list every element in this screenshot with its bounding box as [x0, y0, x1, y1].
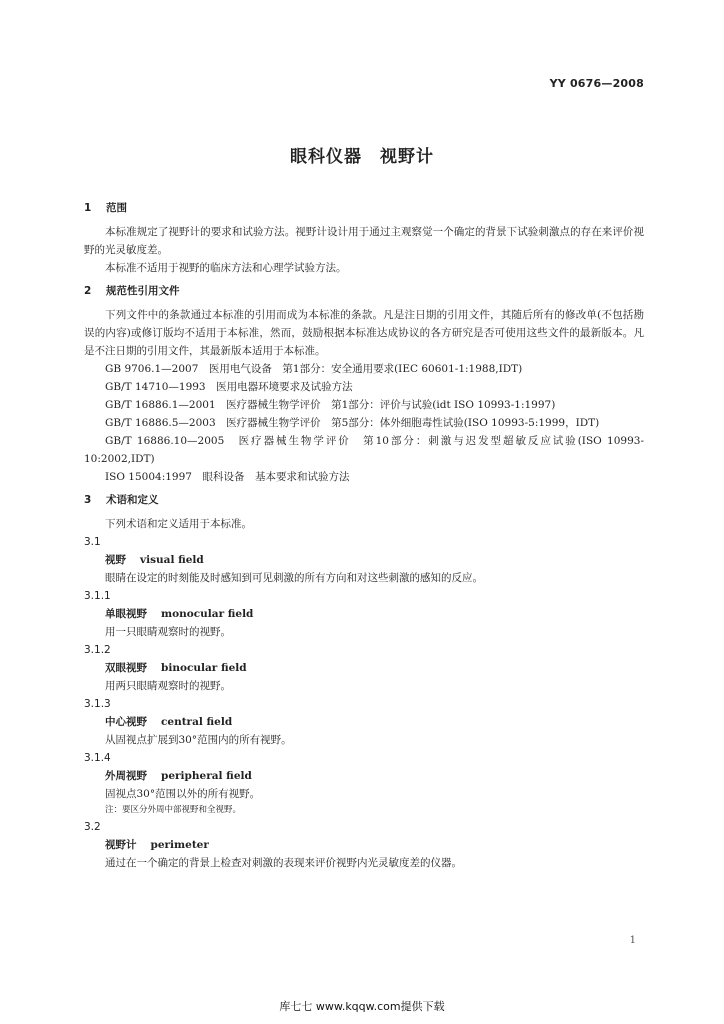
term-title: [84, 605, 644, 623]
section-title: 术语和定义: [106, 494, 159, 506]
term-en: perimeter: [150, 839, 209, 851]
clause-number: 3.1.3: [84, 698, 111, 710]
paragraph: 下列文件中的条款通过本标准的引用而成为本标准的条款。凡是注日期的引用文件，其随后所有的修改单(不包括勘误的内容)或修订版均不适用于本标准，然而，鼓励根据本标准达成协议的各方研究是否可使用这些文件的最新版本。凡是不注日期的引用文件，其最新版本适用于本标准。: [84, 309, 644, 357]
term-entry: [84, 749, 644, 818]
term-zh: 双眼视野: [105, 662, 147, 674]
section-2-heading: [84, 283, 644, 299]
term-title: [84, 551, 644, 569]
paragraph: 本标准规定了视野计的要求和试验方法。视野计设计用于通过主观察觉一个确定的背景下试验刺激点的存在来评价视野的光灵敏度差。: [84, 226, 644, 256]
reference-item: GB/T 16886.1—2001 医疗器械生物学评价 第1部分：评价与试验(idt ISO 10993-1:1997): [105, 399, 556, 411]
section-number: 2: [84, 285, 92, 297]
reference-item: GB 9706.1—2007 医用电气设备 第1部分：安全通用要求(IEC 60601-1:1988,IDT): [105, 363, 523, 375]
term-title: [84, 713, 644, 731]
page-number: 1: [629, 935, 636, 946]
section-3-heading: [84, 492, 644, 508]
term-zh: 视野计: [105, 839, 137, 851]
download-footer: 库七七 www.kqqw.com提供下载: [279, 1000, 445, 1013]
term-definition: 眼睛在设定的时刻能及时感知到可见刺激的所有方向和对这些刺激的感知的反应。: [105, 572, 483, 584]
term-title: [84, 767, 644, 785]
reference-item: GB/T 16886.10—2005 医疗器械生物学评价 第10部分：刺激与迟发型超敏反应试验(ISO 10993-10:2002,IDT): [84, 435, 644, 465]
term-en: binocular field: [161, 662, 247, 674]
term-definition: 固视点30°范围以外的所有视野。: [105, 788, 261, 800]
term-zh: 单眼视野: [105, 608, 147, 620]
term-definition: 用一只眼睛观察时的视野。: [105, 626, 231, 638]
term-title: [84, 836, 644, 854]
term-zh: 视野: [105, 554, 126, 566]
clause-number: 3.2: [84, 821, 101, 833]
clause-number: 3.1.1: [84, 590, 111, 602]
term-zh: 外周视野: [105, 770, 147, 782]
section-number: 3: [84, 494, 92, 506]
reference-item: GB/T 14710—1993 医用电器环境要求及试验方法: [105, 381, 353, 393]
term-definition: 用两只眼睛观察时的视野。: [105, 680, 231, 692]
reference-item: ISO 15004:1997 眼科设备 基本要求和试验方法: [105, 471, 350, 483]
section-1-heading: [84, 200, 644, 216]
clause-number: 3.1.4: [84, 752, 111, 764]
term-entry: [84, 587, 644, 641]
paragraph: 本标准不适用于视野的临床方法和心理学试验方法。: [105, 262, 347, 274]
clause-number: 3.1.2: [84, 644, 111, 656]
document-title: 眼科仪器 视野计: [290, 147, 434, 167]
term-definition: 通过在一个确定的背景上检查对刺激的表现来评价视野内光灵敏度差的仪器。: [105, 857, 462, 869]
term-entry: [84, 533, 644, 587]
section-title: 规范性引用文件: [106, 285, 180, 297]
paragraph: 下列术语和定义适用于本标准。: [105, 518, 252, 530]
term-en: visual field: [140, 554, 204, 566]
term-definition: 从固视点扩展到30°范围内的所有视野。: [105, 734, 292, 746]
reference-item: GB/T 16886.5—2003 医疗器械生物学评价 第5部分：体外细胞毒性试验(ISO 10993-5:1999，IDT): [105, 417, 600, 429]
section-title: 范围: [106, 202, 127, 214]
term-en: monocular field: [161, 608, 254, 620]
term-zh: 中心视野: [105, 716, 147, 728]
clause-number: 3.1: [84, 536, 101, 548]
term-en: peripheral field: [161, 770, 252, 782]
term-entry: [84, 641, 644, 695]
term-en: central field: [161, 716, 233, 728]
term-entry: [84, 695, 644, 749]
term-note: 注：要区分外周中部视野和全视野。: [105, 805, 242, 815]
section-number: 1: [84, 202, 92, 214]
term-entry: [84, 818, 644, 872]
document-body: [84, 200, 644, 872]
standard-number: YY 0676—2008: [549, 77, 644, 90]
term-title: [84, 659, 644, 677]
